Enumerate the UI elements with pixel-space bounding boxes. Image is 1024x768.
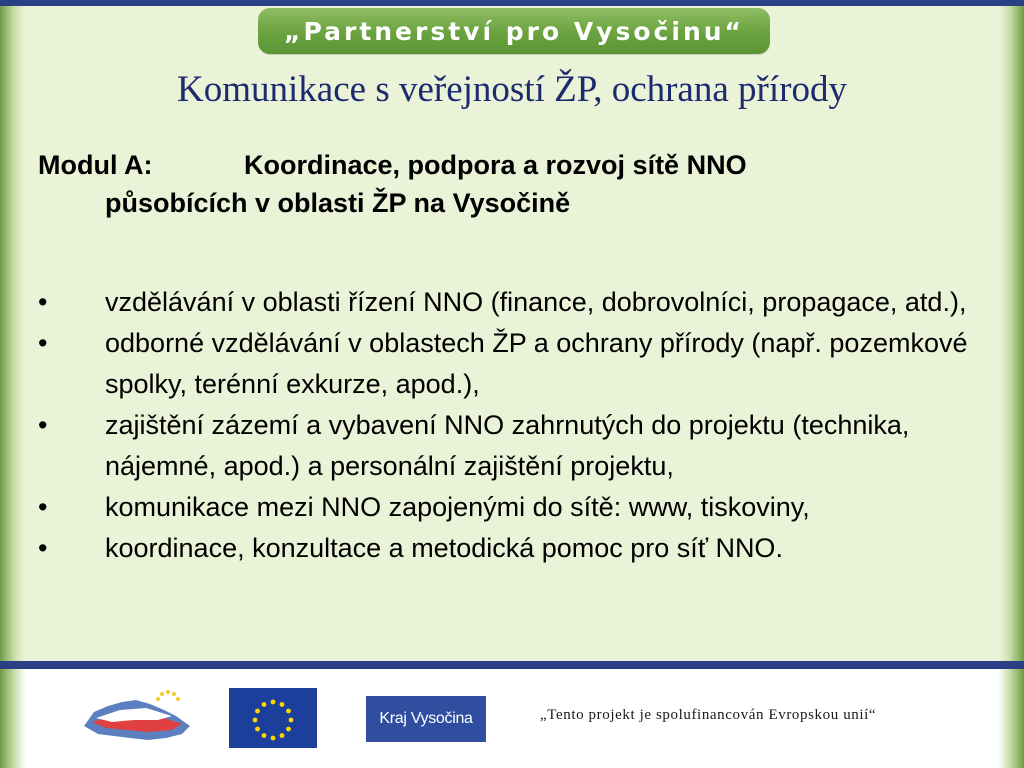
czech-map-logo-icon (78, 686, 196, 746)
module-title-line2: působících v oblasti ŽP na Vysočině (105, 188, 571, 218)
kraj-vysocina-logo: Kraj Vysočina (366, 696, 486, 742)
banner (258, 8, 770, 54)
bullet-item: • komunikace mezi NNO zapojenými do sítě: www, tiskoviny, (38, 487, 998, 528)
bullet-item: • vzdělávání v oblasti řízení NNO (finance, dobrovolníci, propagace, atd.), (38, 282, 998, 323)
banner-text: „Partnerství pro Vysočinu“ (284, 16, 744, 46)
cofinance-note: „Tento projekt je spolufinancován Evropskou unií“ (540, 707, 877, 723)
top-rule (0, 0, 1024, 6)
bullet-list (38, 282, 998, 569)
module-title-line1: Koordinace, podpora a rozvoj sítě NNO (244, 150, 747, 180)
bullet-item: • koordinace, konzultace a metodická pomoc pro síť NNO. (38, 528, 998, 569)
module-label: Modul A: (38, 150, 153, 180)
eu-flag-logo-icon (229, 688, 317, 748)
bullet-item: • zajištění zázemí a vybavení NNO zahrnutých do projektu (technika, nájemné, apod.) a personální zajištění projektu, (38, 405, 998, 487)
bullet-item: • odborné vzdělávání v oblastech ŽP a ochrany přírody (např. pozemkové spolky, terénní exkurze, apod.), (38, 323, 998, 405)
bottom-rule (0, 661, 1024, 669)
module-heading (38, 146, 988, 222)
slide-title: Komunikace s veřejností ŽP, ochrana přírody (177, 69, 847, 110)
